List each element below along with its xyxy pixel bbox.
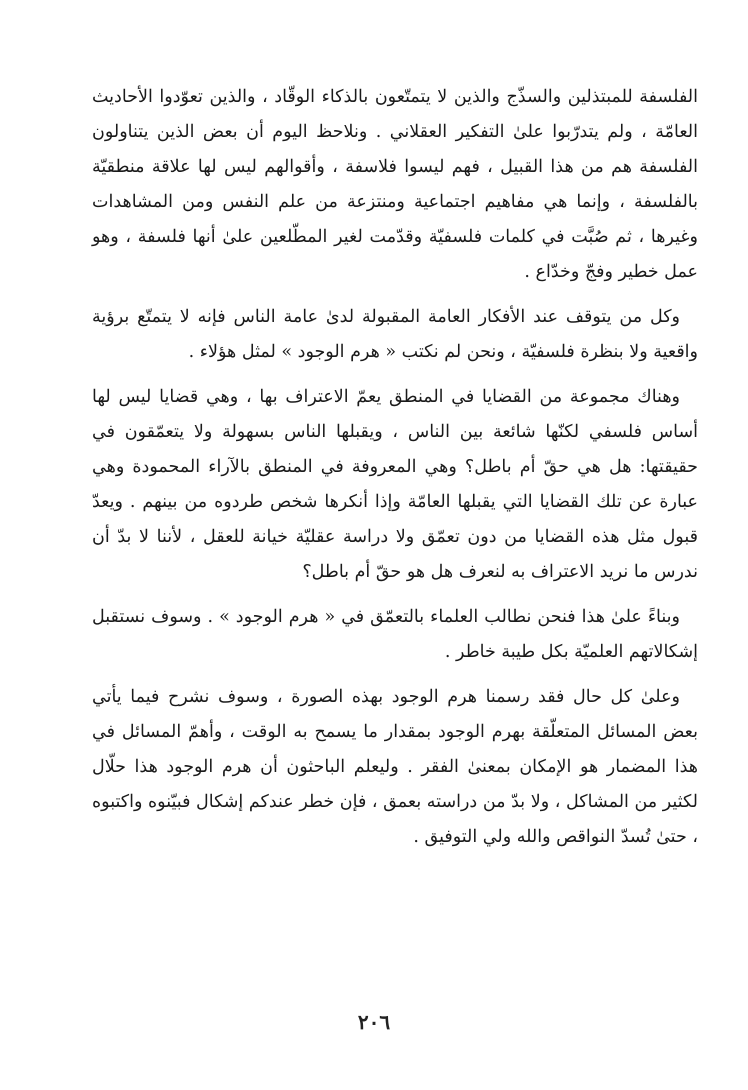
paragraph-2: وكل من يتوقف عند الأفكار العامة المقبولة لدىٰ عامة الناس فإنه لا يتمتّع برؤية واقعية ولا بنظرة فلسفيّة ، ونحن لم نكتب « هرم الوجود » لمثل هؤلاء . xyxy=(92,307,698,362)
paragraph-1: الفلسفة للمبتذلين والسذّج والذين لا يتمتّعون بالذكاء الوقّاد ، والذين تعوّدوا الأحاديث العامّة ، ولم يتدرّبوا علىٰ التفكير العقلاني . ونلاحظ اليوم أن بعض الذين يتناولون الفلسفة هم من هذا القبيل ، فهم ليسوا فلاسفة ، وأقوالهم ليس لها علاقة منطقيّة بالفلسفة ، وإنما هي مفاهيم اجتماعية ومنتزعة من علم النفس ومن المشاهدات وغيرها ، ثم صُبَّت في كلمات فلسفيّة وقدّمت لغير المطّلعين علىٰ أنها فلسفة ، وهو عمل خطير وفجّ وخدّاع . xyxy=(92,87,698,282)
paragraph-4: وبناءً علىٰ هذا فنحن نطالب العلماء بالتعمّق في « هرم الوجود » . وسوف نستقبل إشكالاتهم العلميّة بكل طيبة خاطر . xyxy=(92,607,698,662)
paragraph-3: وهناك مجموعة من القضايا في المنطق يعمّ الاعتراف بها ، وهي قضايا ليس لها أساس فلسفي لكنّها شائعة بين الناس ، ويقبلها الناس بسهولة ولا يتعمّقون في حقيقتها: هل هي حقّ أم باطل؟ وهي المعروفة في المنطق بالآراء المحمودة وهي عبارة عن تلك القضايا التي يقبلها العامّة وإذا أنكرها شخص طردوه من بينهم . ويعدّ قبول مثل هذه القضايا من دون تعمّق ولا دراسة عقليّة خيانة للعقل ، لأننا لا بدّ أن ندرس ما نريد الاعتراف به لنعرف هل هو حقّ أم باطل؟ xyxy=(92,387,698,582)
paragraph-5: وعلىٰ كل حال فقد رسمنا هرم الوجود بهذه الصورة ، وسوف نشرح فيما يأتي بعض المسائل المتعلّقة بهرم الوجود بمقدار ما يسمح به الوقت ، وأهمّ المسائل في هذا المضمار هو الإمكان بمعنىٰ الفقر . وليعلم الباحثون أن هرم الوجود هذا حلّال لكثير من المشاكل ، ولا بدّ من دراسته بعمق ، فإن خطر عندكم إشكال فبيّنوه واكتبوه ، حتىٰ تُسدّ النواقص والله ولي التوفيق . xyxy=(92,687,698,847)
page-number: ٢٠٦ xyxy=(357,1010,391,1034)
body-text xyxy=(92,80,698,865)
